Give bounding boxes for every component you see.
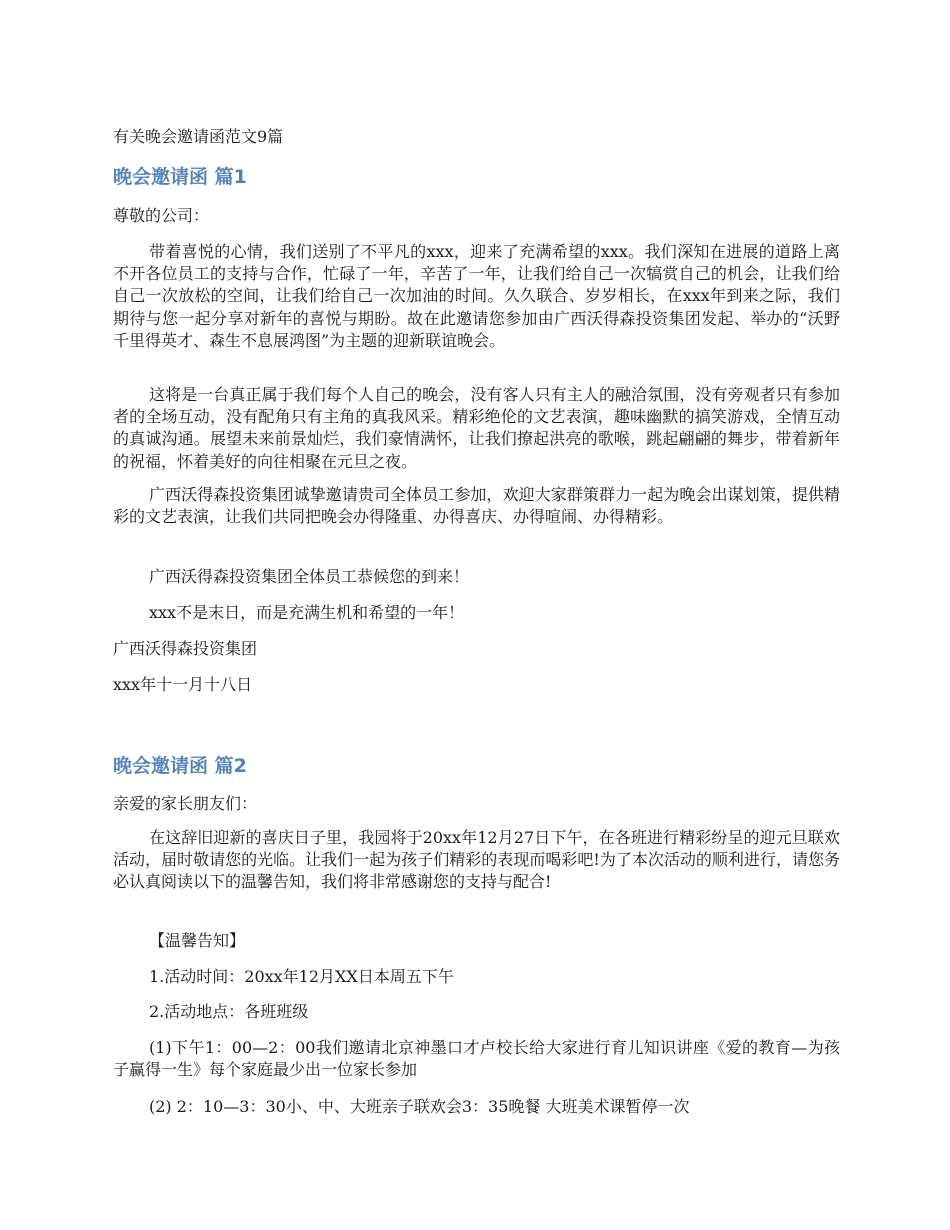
section-2-notice-heading: 【温馨告知】 bbox=[149, 931, 246, 950]
section-2-paragraph-1: 在这辞旧迎新的喜庆日子里，我园将于20xx年12月27日下午，在各班进行精彩纷呈的迎元旦联欢活动，届时敬请您的光临。让我们一起为孩子们精彩的表现而喝彩吧!为了本次活动的顺利进行，请您务必认真阅读以下的温馨告知，我们将非常感谢您的支持与配合! bbox=[113, 828, 840, 892]
section-1-paragraph-5: xxx不是末日，而是充满生机和希望的一年！ bbox=[149, 603, 465, 622]
section-2-heading: 晚会邀请函 篇2 bbox=[113, 755, 247, 777]
section-1-date: xxx年十一月十八日 bbox=[113, 675, 253, 694]
section-1-paragraph-2: 这将是一台真正属于我们每个人自己的晚会，没有客人只有主人的融洽氛围，没有旁观者只有参加者的全场互动，没有配角只有主角的真我风采。精彩绝伦的文艺表演，趣味幽默的搞笑游戏，全情互动的真诚沟通。展望未来前景灿烂，我们豪情满怀，让我们撩起洪亮的歌喉，跳起翩翩的舞步，带着新年的祝福，怀着美好的向往相聚在元旦之夜。 bbox=[113, 385, 840, 471]
section-2-item-2: 2.活动地点：各班班级 bbox=[149, 1002, 309, 1021]
document-title: 有关晚会邀请函范文9篇 bbox=[113, 127, 284, 146]
section-2-item-1: 1.活动时间：20xx年12月XX日本周五下午 bbox=[149, 967, 454, 986]
section-1-salutation: 尊敬的公司： bbox=[113, 206, 210, 225]
section-1-paragraph-4: 广西沃得森投资集团全体员工恭候您的到来！ bbox=[149, 567, 470, 586]
section-1-signature: 广西沃得森投资集团 bbox=[113, 639, 258, 658]
section-2-salutation: 亲爱的家长朋友们： bbox=[113, 794, 258, 813]
section-1-heading: 晚会邀请函 篇1 bbox=[113, 166, 247, 188]
section-1-paragraph-1: 带着喜悦的心情，我们送别了不平凡的xxx，迎来了充满希望的xxx。我们深知在进展的道路上离不开各位员工的支持与合作，忙碌了一年，辛苦了一年，让我们给自己一次犒赏自己的机会，让我们给自己一次放松的空间，让我们给自己一次加油的时间。久久联合、岁岁相长，在xxx年到来之际，我们期待与您一起分享对新年的喜悦与期盼。故在此邀请您参加由广西沃得森投资集团发起、举办的“沃野千里得英才、森生不息展鸿图”为主题的迎新联谊晚会。 bbox=[113, 242, 840, 350]
section-1-paragraph-3: 广西沃得森投资集团诚挚邀请贵司全体员工参加，欢迎大家群策群力一起为晚会出谋划策，提供精彩的文艺表演，让我们共同把晚会办得隆重、办得喜庆、办得喧闹、办得精彩。 bbox=[113, 485, 840, 527]
section-2-item-3: (1)下午1：00—2：00我们邀请北京神墨口才卢校长给大家进行育儿知识讲座《爱的教育—为孩子赢得一生》每个家庭最少出一位家长参加 bbox=[113, 1038, 840, 1080]
section-2-item-4: (2) 2：10—3：30小、中、大班亲子联欢会3：35晚餐 大班美术课暂停一次 bbox=[149, 1097, 690, 1116]
